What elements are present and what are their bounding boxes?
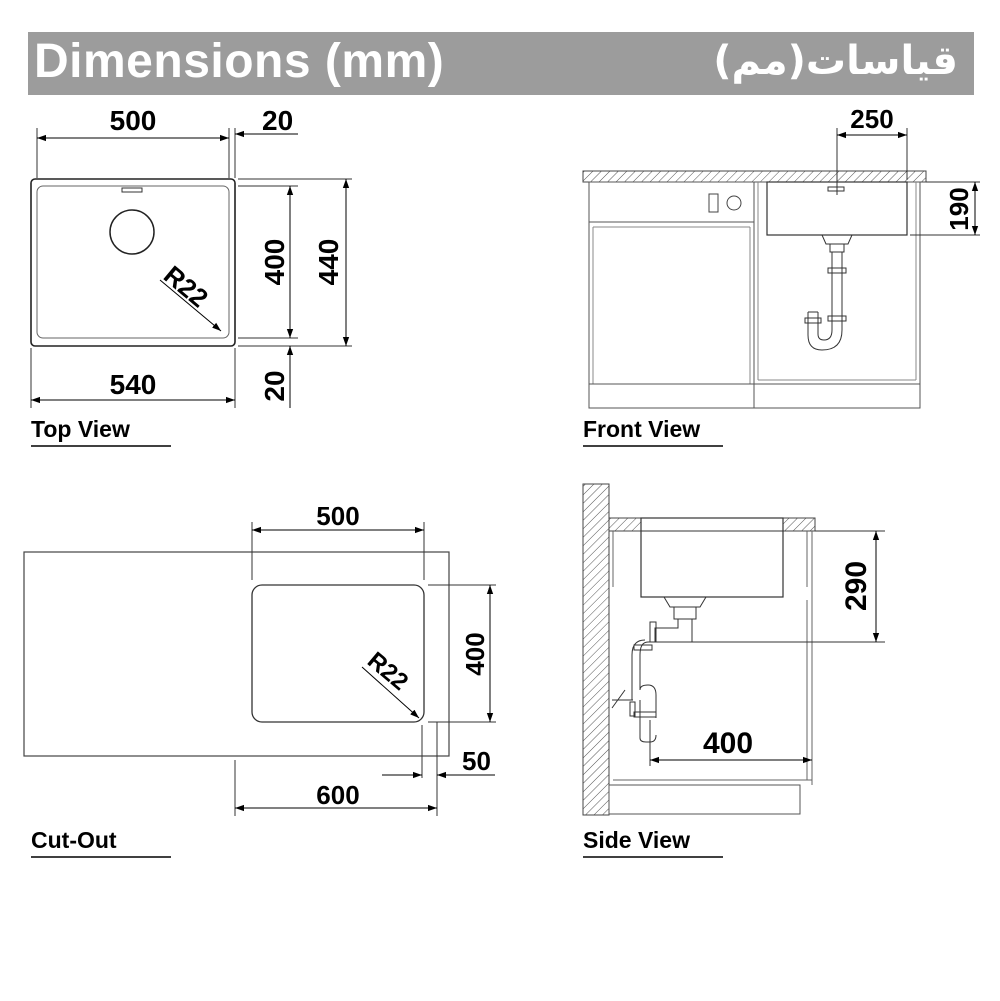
top-view-label: Top View [31,416,130,442]
dim-50: 50 [462,746,491,776]
wall [583,484,609,815]
top-view [31,105,352,446]
dim-20-bottom: 20 [259,370,290,402]
control-slot [709,194,718,212]
cutout-view [24,501,496,857]
dim-cut-500: 500 [316,501,360,531]
dim-600: 600 [316,780,360,810]
sink-basin [37,186,229,338]
side-view [583,484,885,857]
dishwasher-cabinet [589,182,754,408]
dim-190: 190 [944,187,974,231]
cutout-label: Cut-Out [31,827,117,853]
front-view-label: Front View [583,416,701,442]
sink-bowl-side [641,518,783,597]
overflow-slot [122,188,142,192]
sink-outer-rim [31,179,235,346]
dim-400-top: 400 [259,238,290,286]
countertop-front [583,171,926,182]
front-view [583,104,980,446]
dim-side-400: 400 [702,727,754,760]
title-english: Dimensions (mm) [34,35,445,88]
title-arabic: قیاسات(مم) [713,38,958,84]
dim-540: 540 [109,369,157,400]
plinth [609,785,800,814]
dim-cut-400: 400 [460,632,490,676]
cutout-opening [252,585,424,722]
dim-440: 440 [313,238,344,286]
dim-290: 290 [840,560,873,612]
radius-r22-cut: R22 [362,646,414,696]
side-view-label: Side View [583,827,690,853]
dim-250: 250 [850,104,894,134]
dim-20-top: 20 [262,105,294,136]
control-knob [727,196,741,210]
dim-500: 500 [109,105,157,136]
drain-hole [110,210,154,254]
radius-r22-top: R22 [158,259,214,314]
